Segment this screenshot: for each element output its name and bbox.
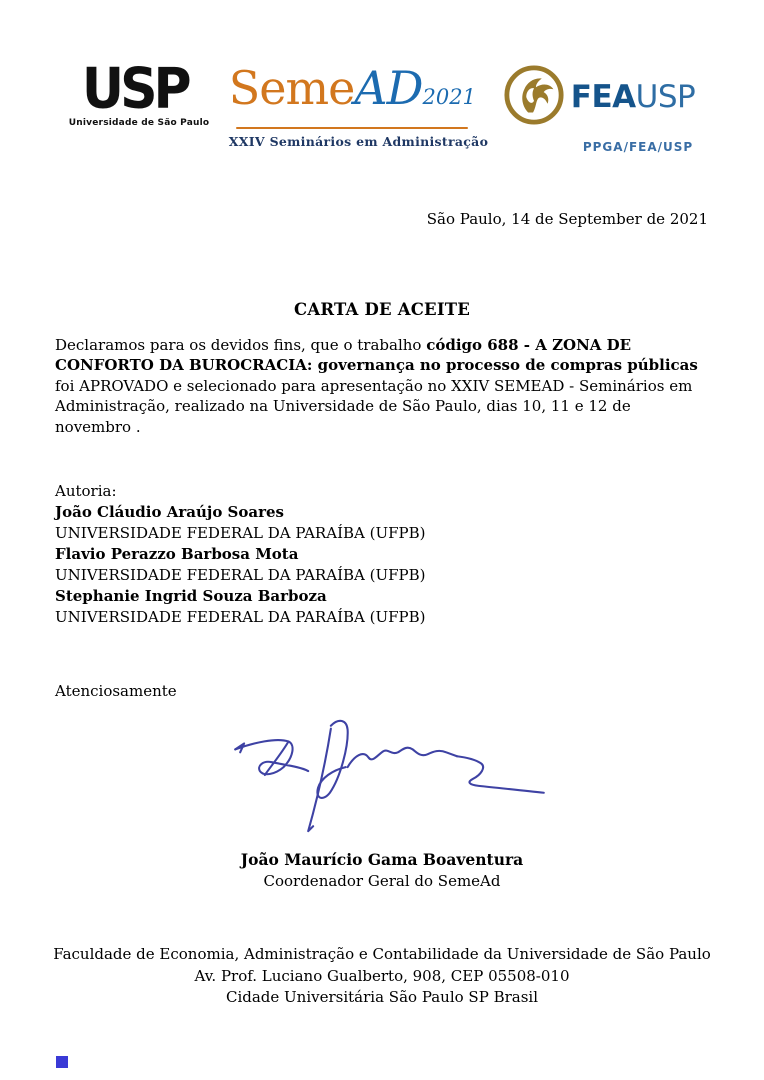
usp-logo <box>68 56 210 128</box>
authors-section <box>55 481 709 628</box>
letterhead <box>0 0 764 154</box>
fea-wordmark <box>570 78 696 115</box>
footer-address <box>0 944 764 1009</box>
date-line: São Paulo, 14 de September de 2021 <box>426 210 708 228</box>
fea-usp-logo <box>503 64 695 154</box>
signer-block <box>0 850 764 890</box>
author-name: Stephanie Ingrid Souza Barboza <box>55 586 327 605</box>
blue-square-marker <box>56 1056 68 1068</box>
semead-underline-divider <box>236 127 468 129</box>
handwritten-signature-icon <box>230 706 550 844</box>
signer-role: Coordenador Geral do SemeAd <box>263 871 501 890</box>
signature-area <box>0 706 764 848</box>
author-affiliation: UNIVERSIDADE FEDERAL DA PARAÍBA (UFPB) <box>55 523 426 542</box>
paper-code-and-title: código 688 - A ZONA DE CONFORTO DA BUROCRACIA: governança no processo de compras públicas <box>55 336 698 375</box>
author-name: João Cláudio Araújo Soares <box>55 502 284 521</box>
footer-line-institution: Faculdade de Economia, Administração e Contabilidade da Universidade de São Paulo <box>53 944 711 963</box>
authorship-label: Autoria: <box>55 481 117 500</box>
fea-logo-caption: PPGA/FEA/USP <box>582 140 694 154</box>
author-affiliation: UNIVERSIDADE FEDERAL DA PARAÍBA (UFPB) <box>55 607 426 626</box>
closing-text: Atenciosamente <box>55 681 177 700</box>
fea-text: FEA <box>570 78 636 115</box>
footer-line-city: Cidade Universitária São Paulo SP Brasil <box>225 988 539 1007</box>
usp-logo-wordmark: USP <box>81 56 188 122</box>
semead-logo <box>228 61 489 149</box>
author-name: Flavio Perazzo Barbosa Mota <box>55 544 299 563</box>
usp-logo-caption: Universidade de São Paulo <box>68 118 210 128</box>
minerva-head-icon <box>503 64 565 130</box>
letter-title: CARTA DE ACEITE <box>294 300 470 319</box>
author-affiliation: UNIVERSIDADE FEDERAL DA PARAÍBA (UFPB) <box>55 565 426 584</box>
body-paragraph <box>55 335 709 437</box>
semead-subtitle: XXIV Seminários em Administração <box>228 134 489 149</box>
fea-usp-text: USP <box>635 78 696 115</box>
footer-line-street: Av. Prof. Luciano Gualberto, 908, CEP 05508-010 <box>194 966 570 985</box>
semead-wordmark-seme: Seme <box>228 61 355 115</box>
semead-wordmark <box>229 62 475 125</box>
semead-wordmark-ad: AD <box>354 61 423 115</box>
semead-wordmark-year: 2021 <box>422 85 476 109</box>
fea-logo-top <box>503 64 695 130</box>
signer-name: João Maurício Gama Boaventura <box>240 849 524 869</box>
body-text-suffix: foi APROVADO e selecionado para apresentação no XXIV SEMEAD - Seminários em Administração, realizado na Universidade de São Paulo, dias 10, 11 e 12 de novembro . <box>55 376 693 436</box>
body-text-prefix: Declaramos para os devidos fins, que o trabalho <box>55 336 427 354</box>
